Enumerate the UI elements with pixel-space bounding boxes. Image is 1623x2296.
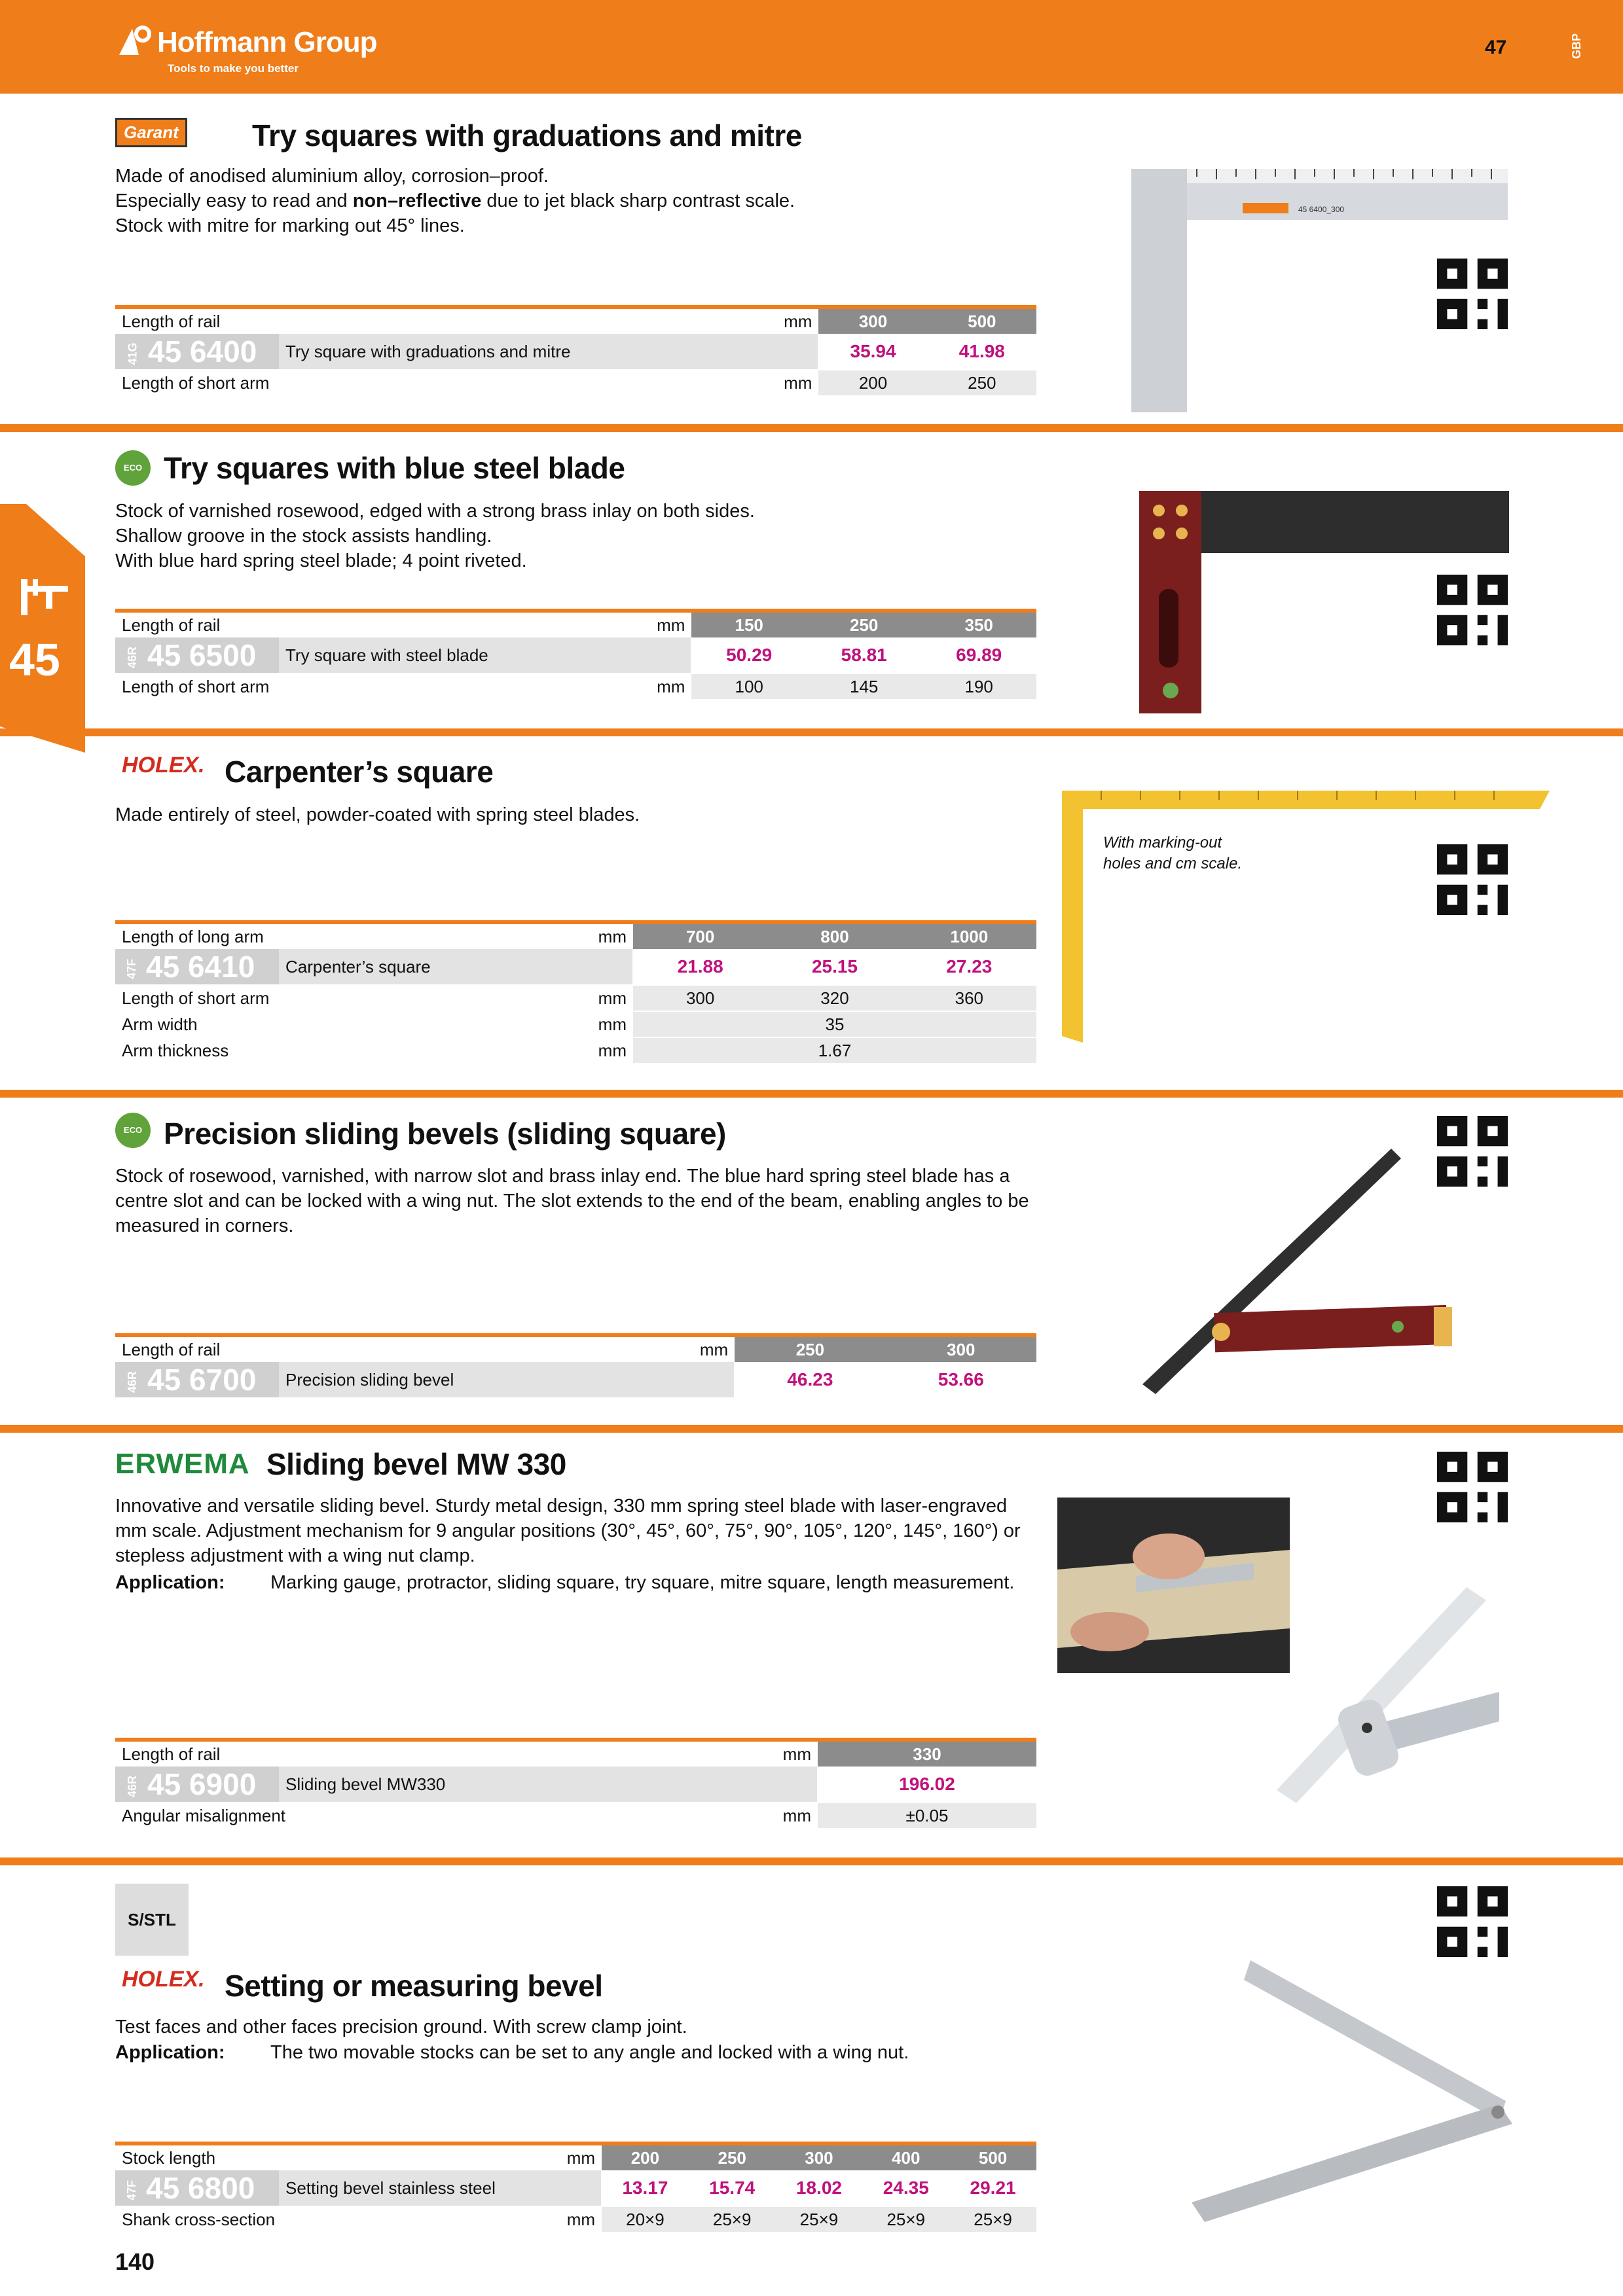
section-description: Stock of varnished rosewood, edged with a strong brass inlay on both sides. Shallow groove in the stock assists handling. With blue hard spring steel blade; 4 point riveted. — [115, 501, 755, 571]
spec-table-456800: Stock length mm 200 250 300 400 500 47F 45 6800 Setting bevel stainless steel 13.17 15.74 18.02 24.35 29.21 Shank cross-section mm 20×9 25×9 25×9 25×9 25×9 — [115, 2142, 1037, 2232]
material-badge: S/STL — [115, 1884, 189, 1956]
caliper-icon — [14, 573, 73, 619]
product-label: 45 6400_300 — [1298, 205, 1345, 214]
product-name: Try square with steel blade — [279, 637, 691, 673]
sliding-bevel-image — [1136, 1149, 1457, 1397]
spec-table-456400: Length of rail mm 300 500 41G 45 6400 Try square with graduations and mitre 35.94 41.98 Length of short arm mm 200 250 — [115, 305, 1037, 395]
application-label: Application: — [115, 1572, 225, 1593]
section-description: Made entirely of steel, powder-coated with spring steel blades. — [115, 804, 640, 825]
product-name: Try square with graduations and mitre — [279, 334, 818, 370]
section-title: Carpenter’s square — [225, 755, 494, 789]
currency-label: GBP — [1570, 33, 1583, 59]
bevel-in-use-photo — [1057, 1498, 1290, 1673]
qr-code-icon[interactable] — [1437, 1886, 1508, 1957]
section-divider — [0, 728, 1623, 736]
price: 21.88 — [633, 949, 767, 985]
footer-page-number: 140 — [115, 2248, 155, 2275]
spec-table-456410: Length of long arm mm 700 800 1000 47F 45 6410 Carpenter’s square 21.88 25.15 27.23 Length of short arm mm 300 320 360 Arm width mm 35 Arm thickness mm 1.67 — [115, 920, 1037, 1063]
qr-code-icon[interactable] — [1437, 1116, 1508, 1187]
price: 69.89 — [921, 637, 1036, 673]
price: 24.35 — [862, 2170, 949, 2206]
spec-table-456500: Length of rail mm 150 250 350 46R 45 6500 Try square with steel blade 50.29 58.81 69.89 Length of short arm mm 100 145 190 — [115, 609, 1037, 699]
application-text: The two movable stocks can be set to any angle and locked with a wing nut. — [270, 2042, 909, 2063]
holex-brand-logo: HOLEX. — [122, 753, 205, 778]
price: 13.17 — [602, 2170, 689, 2206]
brand-tagline: Tools to make you better — [168, 62, 299, 75]
price: 29.21 — [949, 2170, 1036, 2206]
price: 18.02 — [776, 2170, 863, 2206]
qr-code-icon[interactable] — [1437, 259, 1508, 329]
application-label: Application: — [115, 2042, 225, 2063]
brand-name: Hoffmann Group — [157, 26, 377, 58]
section-title: Try squares with blue steel blade — [164, 451, 625, 485]
price: 196.02 — [818, 1767, 1036, 1803]
section-description: Test faces and other faces precision ground. With screw clamp joint. — [115, 2017, 687, 2037]
spec-table-456900: Length of rail mm 330 46R 45 6900 Sliding bevel MW330 196.02 Angular misalignment mm ±0.05 — [115, 1738, 1037, 1828]
article-number[interactable]: 41G 45 6400 — [115, 334, 279, 370]
qr-code-icon[interactable] — [1437, 1452, 1508, 1522]
product-name: Carpenter’s square — [279, 949, 633, 985]
spec-table-456700: Length of rail mm 250 300 46R 45 6700 Precision sliding bevel 46.23 53.66 — [115, 1333, 1037, 1397]
price: 58.81 — [807, 637, 922, 673]
section-title: Try squares with graduations and mitre — [252, 118, 802, 152]
product-name: Precision sliding bevel — [279, 1362, 735, 1397]
price: 50.29 — [691, 637, 807, 673]
carpenters-square-image — [1062, 791, 1550, 1043]
section-divider — [0, 1425, 1623, 1433]
price: 15.74 — [689, 2170, 776, 2206]
chapter-tab — [0, 504, 85, 753]
application-text: Marking gauge, protractor, sliding square, try square, mitre square, length measurement. — [270, 1572, 1015, 1593]
qr-code-icon[interactable] — [1437, 844, 1508, 915]
qr-code-icon[interactable] — [1437, 575, 1508, 645]
article-number[interactable]: 46R 45 6900 — [115, 1767, 279, 1803]
section-title: Precision sliding bevels (sliding square) — [164, 1117, 726, 1151]
article-number[interactable]: 47F 45 6800 — [115, 2170, 279, 2206]
section-divider — [0, 1090, 1623, 1098]
price: 41.98 — [928, 334, 1036, 370]
price: 35.94 — [818, 334, 927, 370]
section-title: Sliding bevel MW 330 — [266, 1447, 566, 1481]
setting-bevel-image — [1192, 1960, 1512, 2222]
price: 53.66 — [886, 1362, 1036, 1397]
price: 46.23 — [735, 1362, 885, 1397]
sliding-bevel-mw330-image — [1270, 1587, 1499, 1810]
chapter-number: 45 — [9, 634, 60, 685]
image-note: With marking-out holes and cm scale. — [1103, 834, 1243, 872]
erwema-brand-logo: ERWEMA — [115, 1448, 250, 1480]
eco-badge-icon: ECO — [115, 450, 151, 486]
article-number[interactable]: 47F 45 6410 — [115, 949, 279, 985]
garant-brand-badge: Garant — [115, 118, 187, 147]
section-description: Innovative and versatile sliding bevel. Sturdy metal design, 330 mm spring steel blade with laser-engraved mm scale. Adjustment mechanism for 9 angular positions (30°, 45°, 60°, 75°, 90°, 105°, 120°, 145°, 160°) or stepless adjustment with a wing nut clamp. — [115, 1496, 1021, 1566]
product-name: Setting bevel stainless steel — [279, 2170, 602, 2206]
section-description: Stock of rosewood, varnished, with narrow slot and brass inlay end. The blue hard spring steel blade has a centre slot and can be locked with a wing nut. The slot extends to the end of the beam, enabling angles to be measured in corners. — [115, 1166, 1029, 1236]
hoffmann-logo-icon — [117, 25, 156, 58]
section-title: Setting or measuring bevel — [225, 1969, 603, 2003]
holex-brand-logo: HOLEX. — [122, 1967, 205, 1992]
section-divider — [0, 424, 1623, 432]
eco-badge-icon: ECO — [115, 1113, 151, 1148]
section-description: Made of anodised aluminium alloy, corrosion–proof. Especially easy to read and non–reflective due to jet black sharp contrast scale. Stock with mitre for marking out 45° lines. — [115, 166, 795, 236]
section-divider — [0, 1857, 1623, 1865]
price: 25.15 — [767, 949, 902, 985]
article-number[interactable]: 46R 45 6500 — [115, 637, 279, 673]
product-name: Sliding bevel MW330 — [279, 1767, 818, 1803]
page-number: 47 — [1485, 37, 1507, 58]
article-number[interactable]: 46R 45 6700 — [115, 1362, 279, 1397]
price: 27.23 — [902, 949, 1036, 985]
